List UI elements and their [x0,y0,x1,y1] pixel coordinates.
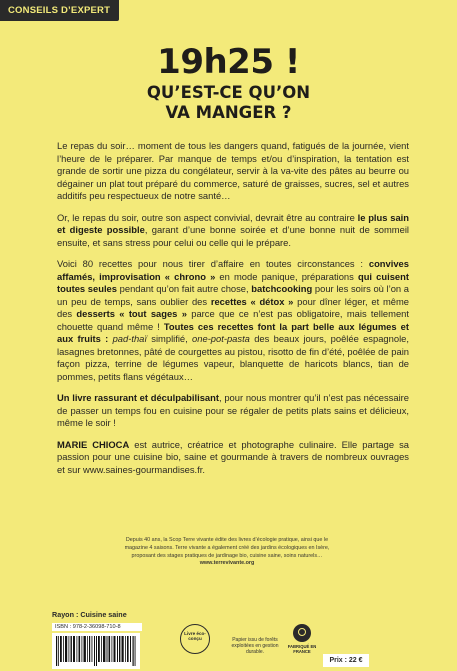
barcode-icon [52,633,140,669]
title-line-3: VA MANGER ? [165,103,292,122]
paragraph-recipes: Voici 80 recettes pour nous tirer d’affaire en toutes circonstances : convives affamés, improvisation « chrono » en mode panique, préparations qui cuisent toutes seules pendant qu’on fait autre chose, batchcooking pour les soirs où l’on a un peu de temps, sans oublier des recettes « détox » pour dîner léger, et même des desserts « tout sages » parce que ce n’est pas obligatoire, mais tellement chouette quand même ! Toutes ces recettes font la part belle aux légumes et aux fruits : pad-thaï simplifié, one-pot-pasta des beaux jours, poêlée espagnole, lasagnes bretonnes, pâté de courgettes au pistou, risotto de fin d’été, poêlée de pain façon pizza, terrine de légumes vapeur, blanquette de haricots blancs, tian de pommes, petits flans végétaux… [57,258,410,382]
title-question [0,83,457,123]
paragraph-healthy: Or, le repas du soir, outre son aspect convivial, devrait être au contraire le plus sain et digeste possible, garant d’une bonne soirée et d’une bonne nuit de sommeil ensuite, et sans stress pour celui ou celle qui le prépare. [57,211,409,248]
france-map-icon [293,624,311,642]
footer-info [52,610,142,669]
paper-notice: Papier issu de forêts exploitées en gestion durable. [231,637,279,656]
made-in-france: FABRIQUÉ EN FRANCE [285,624,319,654]
isbn-label: ISBN : 978-2-36098-710-8 [52,623,142,631]
back-cover-text [57,140,409,485]
eco-design-icon: Livre éco-conçu [180,624,210,654]
author-bio: MARIE CHIOCA est autrice, créatrice et photographe culinaire. Elle partage sa passion pour une cuisine bio, saine et gourmande à travers de nombreux ouvrages et sur www.saines-gourmandises.fr. [57,438,409,475]
title-time: 19h25 ! [157,42,300,82]
publisher-website: www.terrevivante.org [199,560,255,567]
paragraph-conclusion: Un livre rassurant et déculpabilisant, pour nous montrer qu’il n’est pas nécessaire de passer un temps fou en cuisine pour se régaler de petits plats sains et délicieux, même le soir ! [57,392,409,428]
price-tag: Prix : 22 € [323,654,369,667]
publisher-blurb: Depuis 40 ans, la Scop Terre vivante édite des livres d’écologie pratique, ainsi que le magazine 4 saisons. Terre vivante a également créé des jardins écologiques en Isère, proposant des stages pratiques de jardinage bio, cuisine saine, soins naturels… www.terrevivante.org [118,537,336,568]
rayon-label: Rayon : Cuisine saine [52,610,127,619]
title-line-2: QU’EST-CE QU’ON [146,83,311,102]
series-tag: CONSEILS D’EXPERT [0,0,119,21]
paragraph-intro: Le repas du soir… moment de tous les dangers quand, fatigués de la journée, vient l’heure de le préparer. Par manque de temps et/ou d’inspiration, la tentation est grande de sortir une pizza du congélateur, servir à la va-vite des pâtes au beurre ou dégainer un plat tout préparé du commerce, saturé de graisses, sucres, sel et autres additifs peu respectueux de notre santé… [57,140,409,201]
